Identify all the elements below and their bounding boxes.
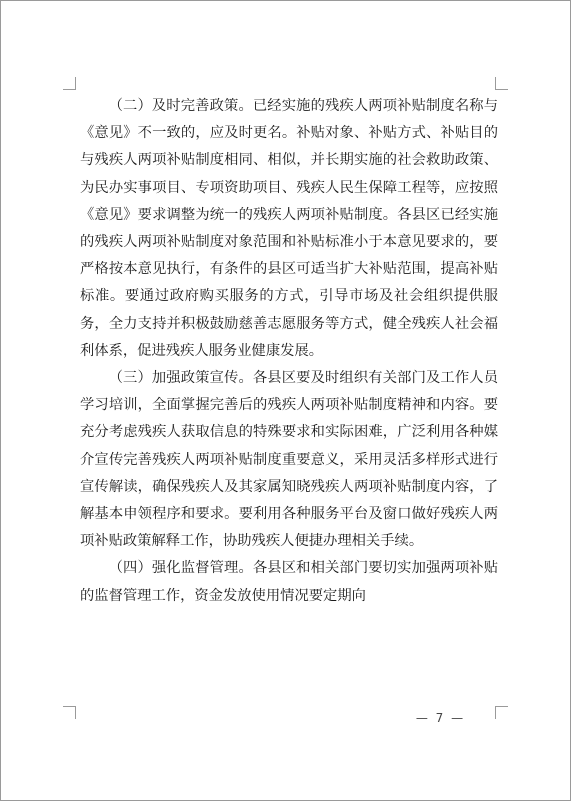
margin-corner-mark <box>495 77 508 90</box>
margin-corner-mark <box>63 77 76 90</box>
paragraph-improve-policy: （二）及时完善政策。已经实施的残疾人两项补贴制度名称与《意见》不一致的，应及时更名。补贴对象、补贴方式、补贴目的与残疾人两项补贴制度相同、相似，并长期实施的社会救助政策、为民办实事项目、专项资助项目、残疾人民生保障工程等，应按照《意见》要求调整为统一的残疾人两项补贴制度。各县区已经实施的残疾人两项补贴制度对象范围和补贴标准小于本意见要求的，要严格按本意见执行，有条件的县区可适当扩大补贴范围，提高补贴标准。要通过政府购买服务的方式，引导市场及社会组织提供服务，全力支持并积极鼓励慈善志愿服务等方式，健全残疾人社会福利体系，促进残疾人服务业健康发展。 <box>80 98 498 359</box>
document-body <box>80 93 498 610</box>
page-number: — 7 — <box>415 711 466 725</box>
paragraph-supervision: （四）强化监督管理。各县区和相关部门要切实加强两项补贴的监督管理工作，资金发放使用情况要定期向 <box>80 560 498 604</box>
paragraph-policy-publicity: （三）加强政策宣传。各县区要及时组织有关部门及工作人员学习培训，全面掌握完善后的残疾人两项补贴制度精神和内容。要充分考虑残疾人获取信息的特殊要求和实际困难，广泛利用各种媒介宣传完善残疾人两项补贴制度重要意义，采用灵活多样形式进行宣传解读，确保残疾人及其家属知晓残疾人两项补贴制度内容，了解基本申领程序和要求。要利用各种服务平台及窗口做好残疾人两项补贴政策解释工作，协助残疾人便捷办理相关手续。 <box>80 370 498 550</box>
